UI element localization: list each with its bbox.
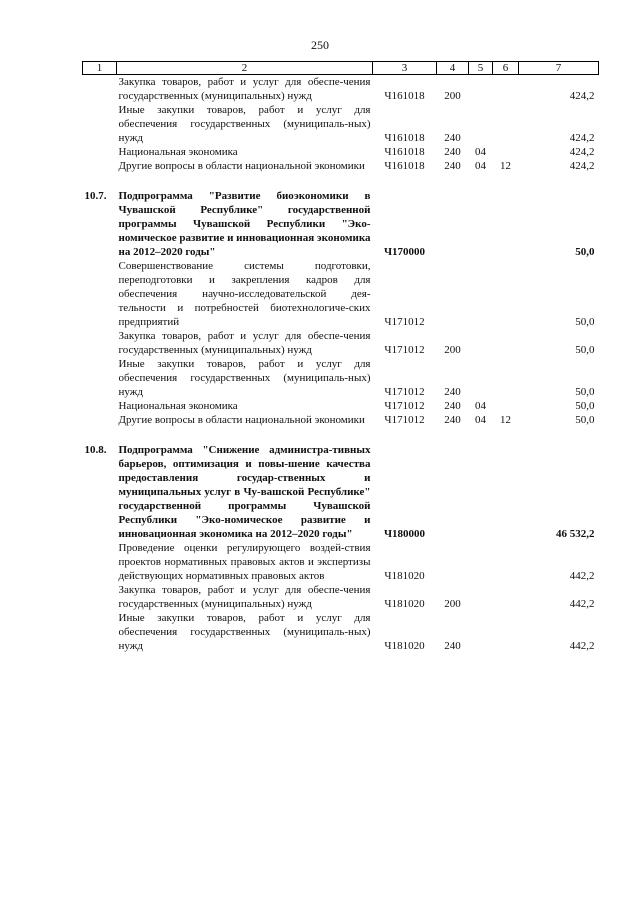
header-cell-6: 6 (493, 62, 519, 75)
row-name: Национальная экономика (118, 400, 238, 412)
table-row (83, 189, 599, 259)
row-expense-type: 240 (444, 132, 461, 144)
spacer-row (83, 427, 599, 443)
header-cell-4: 4 (437, 62, 469, 75)
row-expense-type: 240 (444, 640, 461, 652)
row-section (469, 583, 493, 611)
row-name: Закупка товаров, работ и услуг для обеспе-чения государственных (муниципальных) нужд (118, 584, 371, 610)
row-expense-type (437, 443, 469, 541)
row-section (469, 75, 493, 104)
row-section (469, 189, 493, 259)
row-expense-type: 200 (444, 344, 461, 356)
row-number (83, 611, 117, 653)
table-row (83, 145, 599, 159)
row-subsection (493, 329, 519, 357)
row-section (469, 259, 493, 329)
budget-table (82, 61, 599, 653)
spacer-row (83, 173, 599, 189)
row-target-code: Ч171012 (384, 400, 425, 412)
row-subsection (493, 145, 519, 159)
row-subsection (493, 103, 519, 145)
row-number: 10.7. (84, 190, 107, 202)
row-subsection (493, 357, 519, 399)
row-target-code: Ч161018 (384, 90, 425, 102)
row-number (83, 103, 117, 145)
row-expense-type: 240 (444, 386, 461, 398)
row-number (83, 399, 117, 413)
row-subsection (493, 399, 519, 413)
row-subsection (493, 541, 519, 583)
row-amount: 424,2 (569, 132, 595, 144)
row-number (83, 541, 117, 583)
row-name: Закупка товаров, работ и услуг для обеспе-чения государственных (муниципальных) нужд (118, 330, 371, 356)
row-name: Проведение оценки регулирующего воздей-ствия проектов нормативных правовых актов и экспертизы действующих нормативных правовых актов (118, 542, 371, 582)
row-target-code: Ч181020 (384, 598, 425, 610)
row-amount: 424,2 (569, 160, 595, 172)
row-expense-type: 240 (444, 160, 461, 172)
row-amount: 50,0 (575, 386, 595, 398)
row-name: Подпрограмма "Развитие биоэкономики в Чувашской Республике" государственной программы Чувашской Республики "Эко-номическое развитие и инновационная экономика на 2012–2020 годы" (118, 190, 371, 258)
row-name: Подпрограмма "Снижение администра-тивных барьеров, оптимизация и повы-шение качества предоставления государ-ственных и муниципальных услуг в Чу-вашской Республике" государственной программы Чувашской Республики "Эко-номическое развитие и инновационная экономика на 2012–2020 годы" (118, 444, 371, 540)
row-name: Иные закупки товаров, работ и услуг для обеспечения государственных (муниципаль-ных) нужд (118, 612, 371, 652)
row-target-code: Ч170000 (383, 246, 426, 258)
table-row (83, 75, 599, 104)
row-section: 04 (475, 414, 486, 426)
table-row (83, 159, 599, 173)
row-section: 04 (475, 146, 486, 158)
table-row (83, 611, 599, 653)
row-name: Совершенствование системы подготовки, переподготовки и закрепления кадров для обеспечения научно-исследовательской дея-тельности и потребностей биотехнологиче-ских предприятий (118, 260, 371, 328)
row-amount: 46 532,2 (556, 528, 595, 540)
spacer-cell (83, 173, 599, 189)
row-expense-type: 200 (444, 598, 461, 610)
row-number (83, 159, 117, 173)
row-expense-type (437, 259, 469, 329)
header-cell-3: 3 (373, 62, 437, 75)
row-target-code: Ч171012 (384, 414, 425, 426)
row-name: Другие вопросы в области национальной экономики (118, 414, 365, 426)
row-target-code: Ч161018 (384, 146, 425, 158)
row-subsection: 12 (500, 414, 511, 426)
row-expense-type (437, 541, 469, 583)
row-name: Иные закупки товаров, работ и услуг для обеспечения государственных (муниципаль-ных) нужд (118, 104, 371, 144)
row-section (469, 329, 493, 357)
row-expense-type (437, 189, 469, 259)
header-cell-1: 1 (83, 62, 117, 75)
row-number (83, 413, 117, 427)
row-subsection (493, 75, 519, 104)
row-number (83, 357, 117, 399)
row-section (469, 357, 493, 399)
row-amount: 50,0 (575, 414, 595, 426)
row-subsection (493, 189, 519, 259)
row-target-code: Ч161018 (384, 132, 425, 144)
row-name: Закупка товаров, работ и услуг для обеспе-чения государственных (муниципальных) нужд (118, 76, 371, 102)
table-row (83, 583, 599, 611)
row-target-code: Ч171012 (384, 344, 425, 356)
row-amount: 424,2 (569, 90, 595, 102)
row-section (469, 541, 493, 583)
row-target-code: Ч171012 (384, 386, 425, 398)
header-cell-5: 5 (469, 62, 493, 75)
row-target-code: Ч180000 (383, 528, 426, 540)
row-expense-type: 240 (444, 400, 461, 412)
row-amount: 442,2 (569, 570, 595, 582)
row-number (83, 329, 117, 357)
table-row (83, 357, 599, 399)
table-row (83, 329, 599, 357)
row-section (469, 443, 493, 541)
row-amount: 50,0 (575, 400, 595, 412)
row-expense-type: 200 (444, 90, 461, 102)
row-amount: 50,0 (575, 344, 595, 356)
spacer-cell (83, 427, 599, 443)
row-number: 10.8. (84, 444, 107, 456)
table-body (83, 75, 599, 654)
row-subsection (493, 583, 519, 611)
page-number: 250 (311, 38, 329, 52)
row-target-code: Ч181020 (384, 570, 425, 582)
row-number (83, 259, 117, 329)
header-cell-7: 7 (519, 62, 599, 75)
row-expense-type: 240 (444, 146, 461, 158)
row-amount: 50,0 (575, 316, 595, 328)
row-section (469, 611, 493, 653)
row-subsection (493, 611, 519, 653)
table-row (83, 443, 599, 541)
row-section (469, 103, 493, 145)
row-amount: 442,2 (569, 640, 595, 652)
row-name: Другие вопросы в области национальной экономики (118, 160, 365, 172)
row-amount: 442,2 (569, 598, 595, 610)
table-row (83, 399, 599, 413)
row-number (83, 75, 117, 104)
row-amount: 424,2 (569, 146, 595, 158)
table-header (83, 62, 599, 75)
row-section: 04 (475, 160, 486, 172)
row-amount: 50,0 (575, 246, 595, 258)
table-row (83, 413, 599, 427)
row-target-code: Ч181020 (384, 640, 425, 652)
row-subsection (493, 443, 519, 541)
header-cell-2: 2 (117, 62, 373, 75)
row-subsection (493, 259, 519, 329)
row-target-code: Ч171012 (384, 316, 425, 328)
row-subsection: 12 (500, 160, 511, 172)
row-target-code: Ч161018 (384, 160, 425, 172)
row-number (83, 145, 117, 159)
row-section: 04 (475, 400, 486, 412)
row-expense-type: 240 (444, 414, 461, 426)
row-number (83, 583, 117, 611)
row-name: Национальная экономика (118, 146, 238, 158)
table-row (83, 103, 599, 145)
row-name: Иные закупки товаров, работ и услуг для обеспечения государственных (муниципаль-ных) нужд (118, 358, 371, 398)
table-row (83, 541, 599, 583)
table-row (83, 259, 599, 329)
